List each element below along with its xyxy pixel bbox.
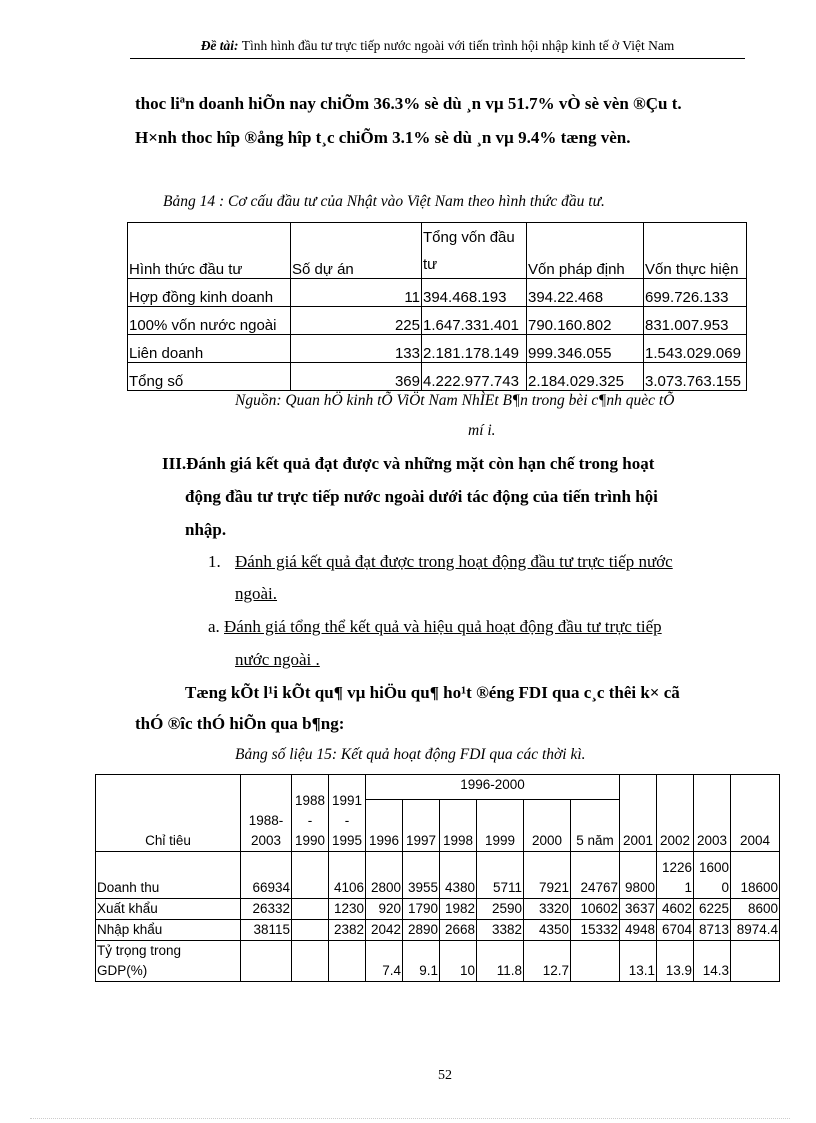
cell: 2042 — [366, 920, 403, 941]
cell — [571, 941, 620, 982]
cell: 4948 — [620, 920, 657, 941]
cell: Tổng số — [128, 363, 291, 391]
table-header-row — [96, 775, 780, 800]
col-2002: 2002 — [657, 775, 694, 852]
intro-line-2: H×nh thoc hîp ®ång hîp t¸c chiÕm 3.1% sè dù ¸n vµ 9.4% tæng vèn. — [135, 128, 631, 147]
row-label: Nhập khẩu — [96, 920, 241, 941]
cell: 133 — [291, 335, 422, 363]
header-text: Tình hình đầu tư trực tiếp nước ngoài với tiến trình hội nhập kinh tế ở Việt Nam — [241, 38, 675, 53]
cell: 999.346.055 — [527, 335, 644, 363]
cell: 1790 — [403, 899, 440, 920]
cell: 394.22.468 — [527, 279, 644, 307]
cell: 2.181.178.149 — [422, 335, 527, 363]
cell: 1230 — [329, 899, 366, 920]
col-header-realized: Vốn thực hiện — [644, 223, 747, 279]
cell: 3320 — [524, 899, 571, 920]
cell — [292, 899, 329, 920]
cell: 699.726.133 — [644, 279, 747, 307]
cell: 14.3 — [694, 941, 731, 982]
cell: 13.9 — [657, 941, 694, 982]
cell: 1.647.331.401 — [422, 307, 527, 335]
cell: 831.007.953 — [644, 307, 747, 335]
cell: 2890 — [403, 920, 440, 941]
cell: 4602 — [657, 899, 694, 920]
cell: 8974.4 — [731, 920, 780, 941]
row-label-header: Chỉ tiêu — [96, 775, 241, 852]
cell: 10602 — [571, 899, 620, 920]
cell: 1226 1 — [657, 852, 694, 899]
table-row — [96, 899, 780, 920]
table-header-row — [128, 223, 747, 279]
cell: 12.7 — [524, 941, 571, 982]
cell: 26332 — [241, 899, 292, 920]
cell — [292, 941, 329, 982]
cell — [292, 852, 329, 899]
cell: 8713 — [694, 920, 731, 941]
table1-caption: Bảng 14 : Cơ cấu đầu tư của Nhật vào Việt Nam theo hình thức đầu tư. — [163, 193, 605, 210]
header-rule — [130, 58, 745, 59]
table-row — [96, 852, 780, 899]
cell: 3955 — [403, 852, 440, 899]
cell: 10 — [440, 941, 477, 982]
table-row — [128, 363, 747, 391]
table-row — [128, 307, 747, 335]
cell: 66934 — [241, 852, 292, 899]
suba-number: a. — [208, 617, 220, 636]
cell: 100% vốn nước ngoài — [128, 307, 291, 335]
header-label: Đề tài: — [200, 38, 239, 53]
para2-line-2: thÓ ®îc thÓ hiÕn qua b¶ng: — [135, 714, 345, 733]
cell: 4380 — [440, 852, 477, 899]
table2-caption: Bảng số liệu 15: Kết quả hoạt động FDI qua các thời kì. — [235, 746, 586, 763]
cell: 9.1 — [403, 941, 440, 982]
cell: 5711 — [477, 852, 524, 899]
cell: 3382 — [477, 920, 524, 941]
cell: 225 — [291, 307, 422, 335]
cell: Liên doanh — [128, 335, 291, 363]
col-header-projects: Số dự án — [291, 223, 422, 279]
cell: 11.8 — [477, 941, 524, 982]
col-1996: 1996 — [366, 799, 403, 851]
col-1991-1995: 1991 - 1995 — [329, 775, 366, 852]
group-header-1996-2000: 1996-2000 — [366, 775, 620, 800]
cell — [329, 941, 366, 982]
cell: 369 — [291, 363, 422, 391]
row-label: Xuất khẩu — [96, 899, 241, 920]
section3-title-2: động đầu tư trực tiếp nước ngoài dưới tác động của tiến trình hội — [185, 487, 658, 506]
page-header — [130, 38, 745, 54]
cell: 2.184.029.325 — [527, 363, 644, 391]
cell: 9800 — [620, 852, 657, 899]
cell — [731, 941, 780, 982]
para2-line-1: Tæng kÕt l¹i kÕt qu¶ vµ hiÖu qu¶ ho¹t ®éng FDI qua c¸c thêi k× cã — [185, 683, 680, 702]
table-row — [128, 279, 747, 307]
sub1-title-2: ngoài. — [235, 584, 278, 603]
cell: 38115 — [241, 920, 292, 941]
investment-structure-table — [127, 222, 747, 391]
col-1988-2003: 1988- 2003 — [241, 775, 292, 852]
cell: 2590 — [477, 899, 524, 920]
suba-title-2: nước ngoài . — [235, 650, 320, 669]
col-2004: 2004 — [731, 775, 780, 852]
col-2003: 2003 — [694, 775, 731, 852]
cell: 4.222.977.743 — [422, 363, 527, 391]
row-label: Doanh thu — [96, 852, 241, 899]
sub1-number: 1. — [208, 552, 221, 571]
cell: 7.4 — [366, 941, 403, 982]
cell: 3637 — [620, 899, 657, 920]
table1-source-line-2: mí i. — [468, 422, 496, 439]
cell: 24767 — [571, 852, 620, 899]
col-1999: 1999 — [477, 799, 524, 851]
cell: 6704 — [657, 920, 694, 941]
col-header-form: Hình thức đầu tư — [128, 223, 291, 279]
cell: 18600 — [731, 852, 780, 899]
col-2001: 2001 — [620, 775, 657, 852]
cell: 15332 — [571, 920, 620, 941]
cell: 8600 — [731, 899, 780, 920]
suba-title-1: Đánh giá tổng thể kết quả và hiệu quả hoạt động đầu tư trực tiếp — [224, 617, 662, 636]
fdi-results-table — [95, 774, 780, 982]
cell: Hợp đồng kinh doanh — [128, 279, 291, 307]
table-row — [128, 335, 747, 363]
section3-title-3: nhập. — [185, 520, 227, 539]
sub1-title-1: Đánh giá kết quả đạt được trong hoạt động đầu tư trực tiếp nước — [235, 552, 673, 571]
cell: 1600 0 — [694, 852, 731, 899]
cell: 11 — [291, 279, 422, 307]
table-row — [96, 941, 780, 982]
cell: 7921 — [524, 852, 571, 899]
page-number: 52 — [438, 1068, 452, 1083]
col-1988-1990: 1988 - 1990 — [292, 775, 329, 852]
section3-title-1: III.Đánh giá kết quả đạt được và những mặt còn hạn chế trong hoạt — [162, 454, 655, 473]
col-header-total: Tổng vốn đầu tư — [422, 223, 527, 279]
col-header-legal: Vốn pháp định — [527, 223, 644, 279]
fdi-table-body — [96, 852, 780, 982]
cell: 3.073.763.155 — [644, 363, 747, 391]
cell: 790.160.802 — [527, 307, 644, 335]
cell: 13.1 — [620, 941, 657, 982]
row-label: Tỷ trọng trong GDP(%) — [96, 941, 241, 982]
cell: 920 — [366, 899, 403, 920]
cell: 2800 — [366, 852, 403, 899]
cell: 4106 — [329, 852, 366, 899]
col-2000: 2000 — [524, 799, 571, 851]
cell: 1982 — [440, 899, 477, 920]
col-1998: 1998 — [440, 799, 477, 851]
cell — [292, 920, 329, 941]
col-1997: 1997 — [403, 799, 440, 851]
table1-source-line-1: Nguồn: Quan hÖ kinh tÕ ViÖt Nam NhÌEt B¶n trong bèi c¶nh quèc tÕ — [235, 392, 675, 409]
cell: 394.468.193 — [422, 279, 527, 307]
cell — [241, 941, 292, 982]
cell: 4350 — [524, 920, 571, 941]
cell: 1.543.029.069 — [644, 335, 747, 363]
cell: 6225 — [694, 899, 731, 920]
cell: 2668 — [440, 920, 477, 941]
intro-line-1: thoc liªn doanh hiÕn nay chiÕm 36.3% sè dù ¸n vµ 51.7% vÒ sè vèn ®Çu t. — [135, 94, 682, 113]
col-5-years: 5 năm — [571, 799, 620, 851]
cell: 2382 — [329, 920, 366, 941]
table-row — [96, 920, 780, 941]
page-edge — [30, 1118, 790, 1119]
